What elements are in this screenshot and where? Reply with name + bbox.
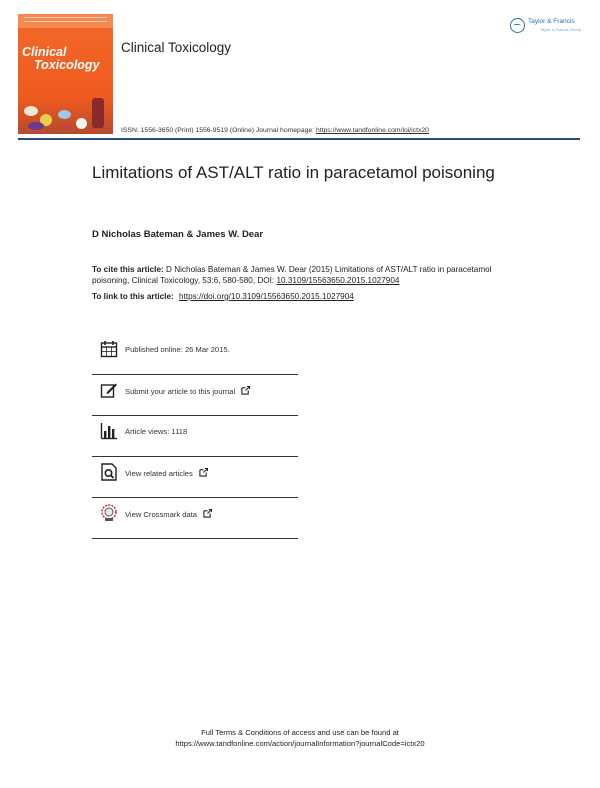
publisher-name: Taylor & Francis [528, 18, 575, 25]
cover-title [22, 46, 100, 72]
article-views-label: Article views: 1118 [125, 427, 188, 436]
info-row-related[interactable] [92, 457, 298, 498]
publisher-logo-icon [510, 18, 525, 33]
calendar-icon [100, 340, 118, 358]
cover-top-strip [18, 14, 113, 28]
publisher-subtitle: Taylor & Francis Group [540, 27, 581, 32]
journal-homepage-link[interactable]: https://www.tandfonline.com/loi/ictx20 [315, 127, 429, 134]
bar-chart-icon [100, 422, 118, 440]
article-title: Limitations of AST/ALT ratio in paracetamol poisoning [92, 163, 495, 182]
crossmark-icon [100, 504, 118, 522]
submit-article-label: Submit your article to this journal [125, 387, 236, 396]
article-info-list [92, 334, 298, 539]
cover-bottle [92, 98, 104, 128]
journal-name: Clinical Toxicology [121, 40, 232, 55]
header-divider [18, 138, 580, 140]
article-url-link[interactable]: https://doi.org/10.3109/15563650.2015.1027904 [179, 292, 354, 301]
terms-footer [0, 727, 600, 749]
related-search-icon [100, 463, 118, 481]
info-row-crossmark[interactable] [92, 498, 298, 539]
publisher-logo [510, 18, 586, 34]
cover-pill [62, 124, 72, 130]
external-link-icon [241, 386, 250, 395]
related-articles-link[interactable] [125, 468, 208, 478]
issn-text: ISSN: 1556-3650 (Print) 1556-9519 (Online) Journal homepage: [121, 127, 315, 134]
crossmark-label: View Crossmark data [125, 510, 198, 519]
link-to-article [92, 292, 354, 301]
cover-pill [58, 110, 71, 119]
info-row-submit[interactable] [92, 375, 298, 416]
footer-terms-url[interactable]: https://www.tandfonline.com/action/journalInformation?journalCode=ictx20 [175, 739, 425, 748]
issn-line [121, 127, 429, 134]
cover-pill [24, 106, 38, 116]
footer-terms-text: Full Terms & Conditions of access and use can be found at [201, 728, 399, 737]
related-articles-label: View related articles [125, 469, 193, 478]
cite-text: D Nicholas Bateman & James W. Dear (2015) Limitations of AST/ALT ratio in paracetamol poisoning, Clinical Toxicology, 53:6, 580-580, DOI: [92, 265, 492, 285]
journal-cover-image [18, 14, 113, 134]
crossmark-link[interactable] [125, 509, 212, 519]
cover-pill [28, 122, 44, 130]
published-date-label: Published online: 26 Mar 2015. [125, 345, 230, 354]
cover-title-line2: Toxicology [34, 58, 100, 72]
doi-link[interactable]: 10.3109/15563650.2015.1027904 [276, 276, 400, 285]
citation-block [92, 264, 512, 286]
info-row-views [92, 416, 298, 457]
cover-title-line1: Clinical [22, 45, 67, 59]
edit-icon [100, 381, 118, 399]
link-label: To link to this article: [92, 292, 174, 301]
cover-pill [76, 118, 87, 129]
submit-article-link[interactable] [125, 386, 250, 396]
external-link-icon [199, 468, 208, 477]
info-row-published [92, 334, 298, 375]
cite-label: To cite this article: [92, 265, 164, 274]
article-authors: D Nicholas Bateman & James W. Dear [92, 229, 264, 240]
external-link-icon [203, 509, 212, 518]
